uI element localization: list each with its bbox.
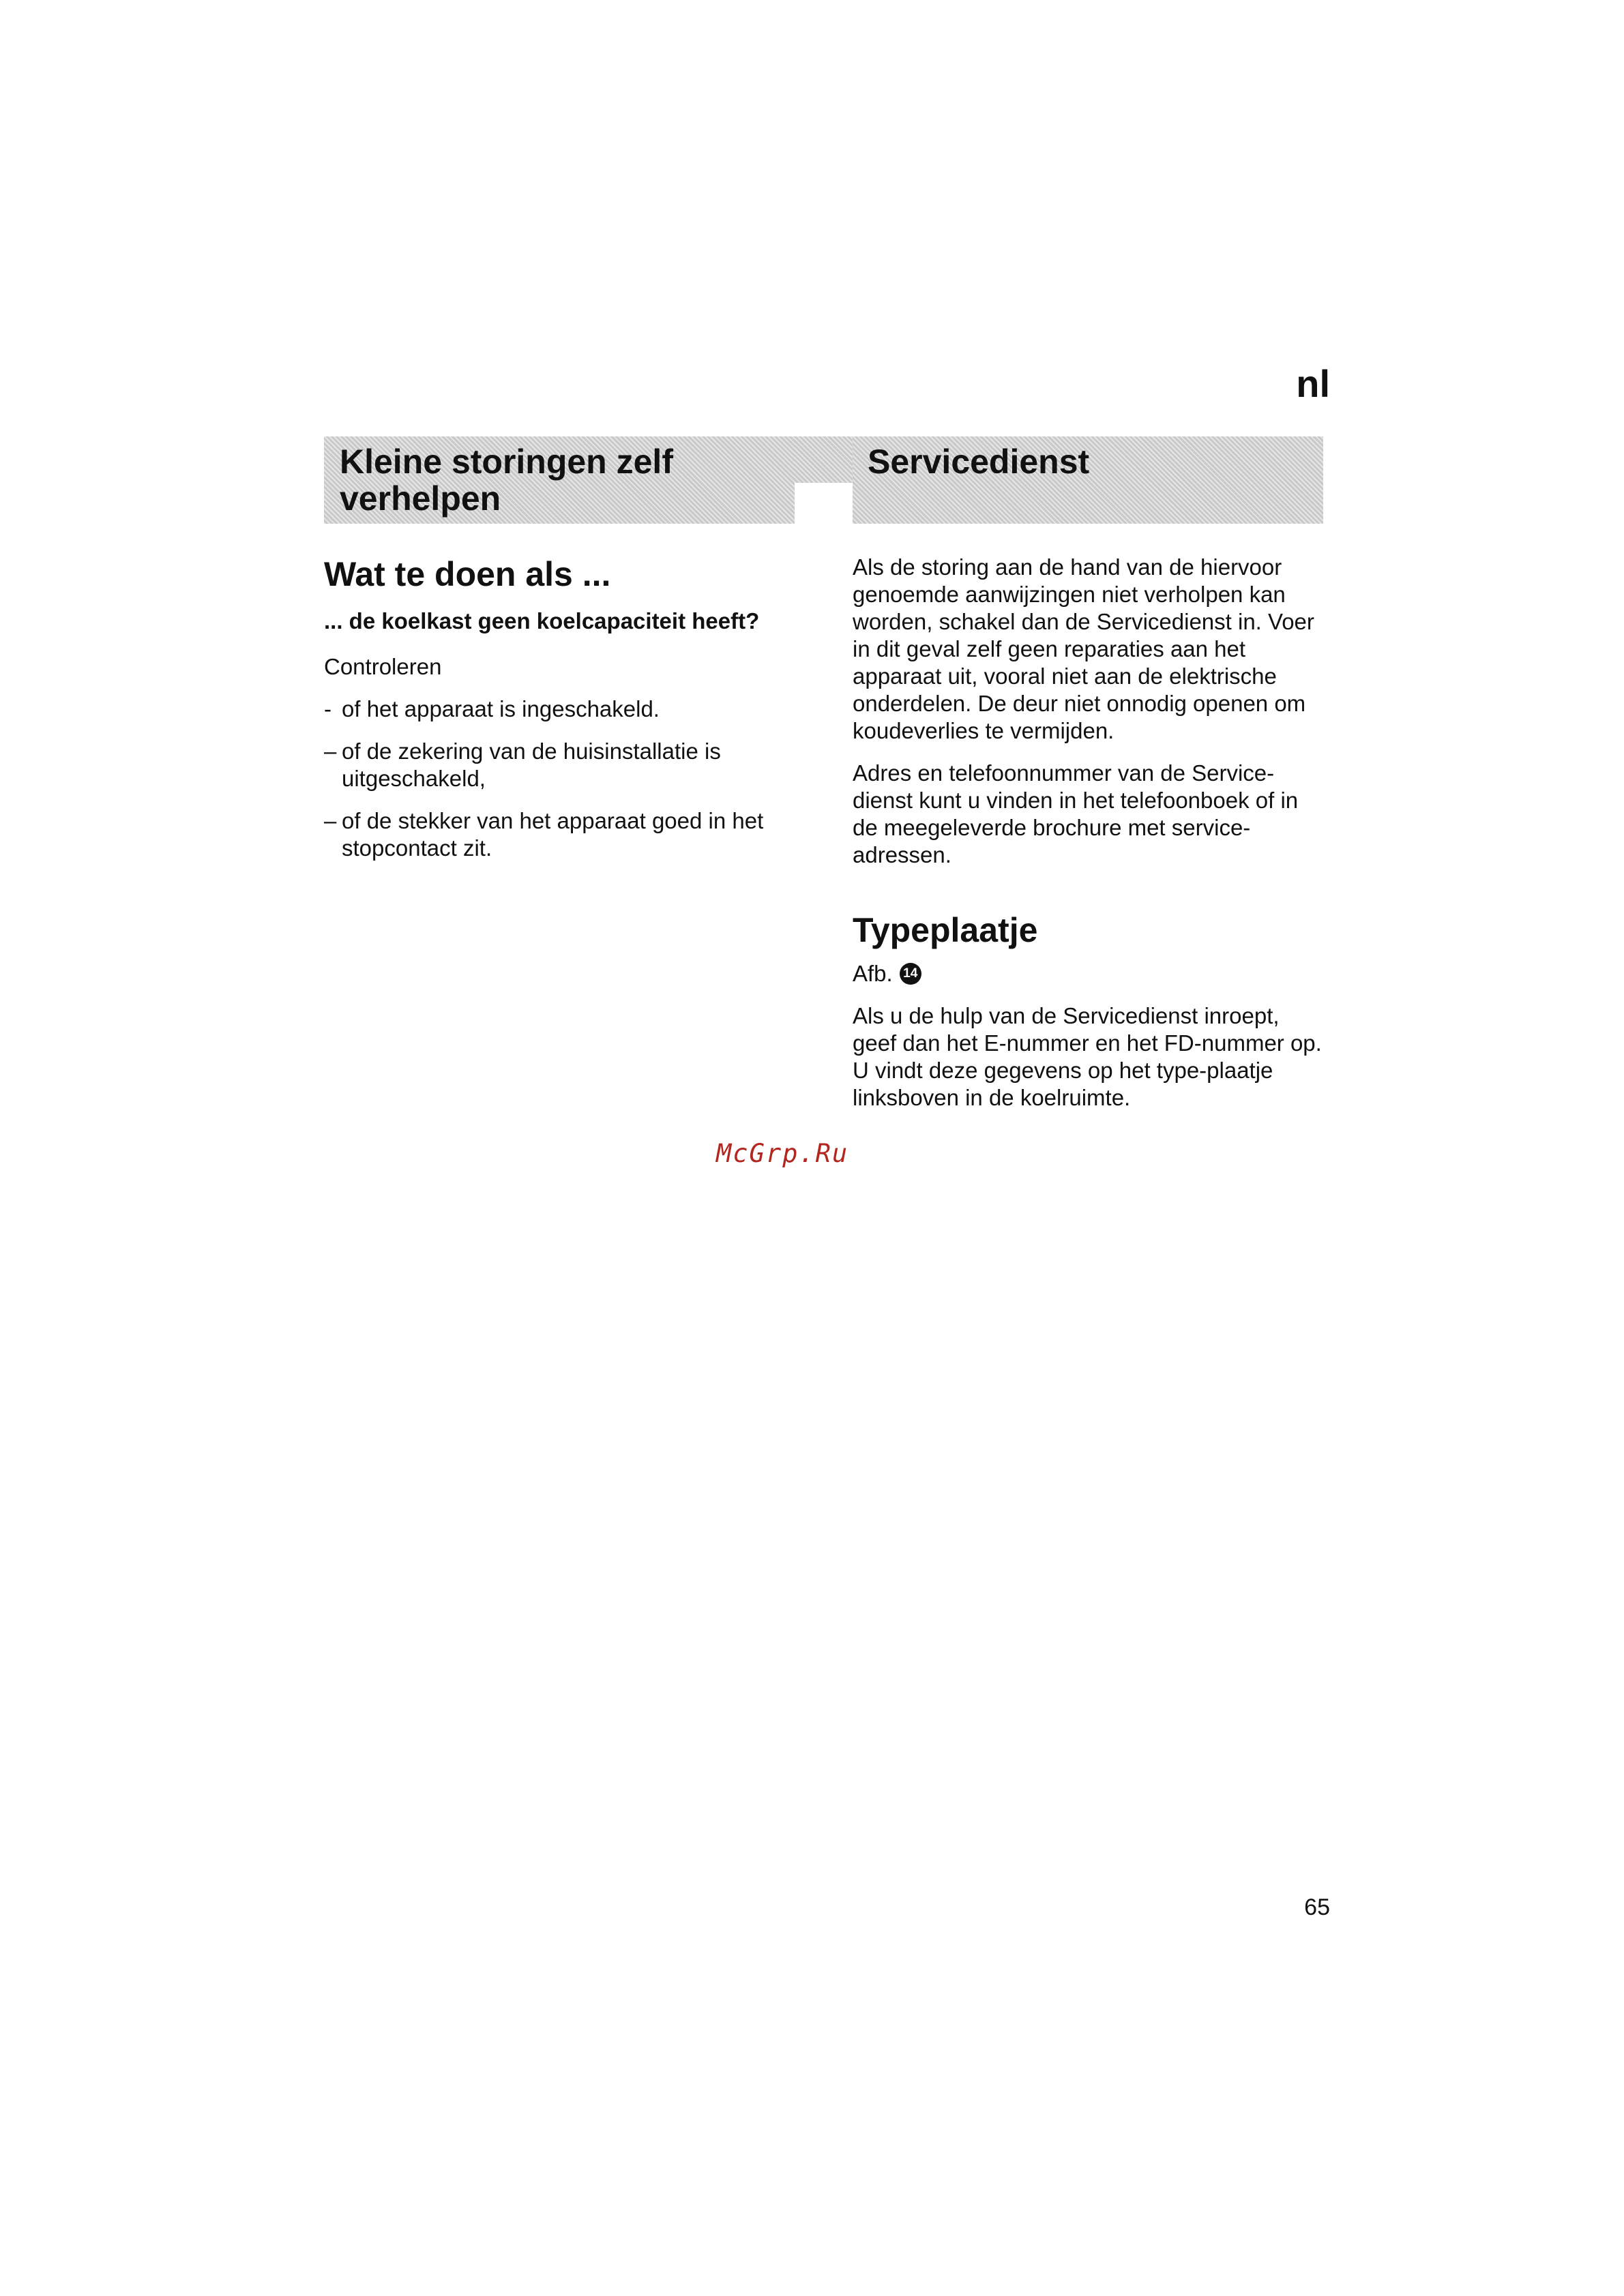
- figure-reference: [853, 960, 1323, 987]
- list-item-text: of de stekker van het apparaat goed in het stopcontact zit.: [342, 808, 764, 861]
- left-column: [324, 554, 795, 862]
- list-item: [324, 696, 795, 723]
- section-title-troubleshooting: Kleine storingen zelf verhelpen: [340, 443, 673, 518]
- list-item: [324, 807, 795, 862]
- service-paragraph-1: Als de storing aan de hand van de hiervoor genoemde aanwijzingen niet verholpen kan worden, schakel dan de Servicedienst in. Voer in dit geval zelf geen reparaties aan het apparaat uit, vooral niet aan de elektrische onderdelen. De deur niet onnodig openen om koudeverlies te vermijden.: [853, 554, 1314, 743]
- language-tag: nl: [1296, 362, 1330, 405]
- page-number: 65: [1304, 1894, 1330, 1920]
- list-marker: –: [324, 808, 337, 833]
- figure-number-badge: 14: [900, 963, 921, 985]
- list-marker: -: [324, 696, 331, 721]
- heading-what-to-do: Wat te doen als ...: [324, 555, 611, 593]
- list-item-text: of het apparaat is ingeschakeld.: [342, 696, 660, 721]
- figure-ref-label: Afb.: [853, 961, 893, 986]
- list-item-text: of de zekering van de huisinstallatie is uitgeschakeld,: [342, 739, 721, 791]
- question-subheading: ... de koelkast geen koelcapaciteit heeft?: [324, 608, 760, 633]
- list-marker: –: [324, 739, 337, 764]
- watermark: McGrp.Ru: [716, 1139, 849, 1168]
- typeplaatje-paragraph: Als u de hulp van de Servicedienst inroept, geef dan het E-nummer en het FD-nummer op. U vindt deze gegevens op het type-plaatje linksboven in de koelruimte.: [853, 1003, 1322, 1110]
- service-paragraph-2: Adres en telefoonnummer van de Service-dienst kunt u vinden in het telefoonboek of in de meegeleverde brochure met service-adressen.: [853, 760, 1299, 867]
- intro-text: Controleren: [324, 654, 442, 679]
- heading-typeplaatje: Typeplaatje: [853, 911, 1038, 949]
- section-title-service: Servicedienst: [868, 443, 1090, 481]
- section-band-notch: [795, 436, 853, 483]
- list-item: [324, 738, 795, 792]
- right-column: [853, 554, 1323, 1112]
